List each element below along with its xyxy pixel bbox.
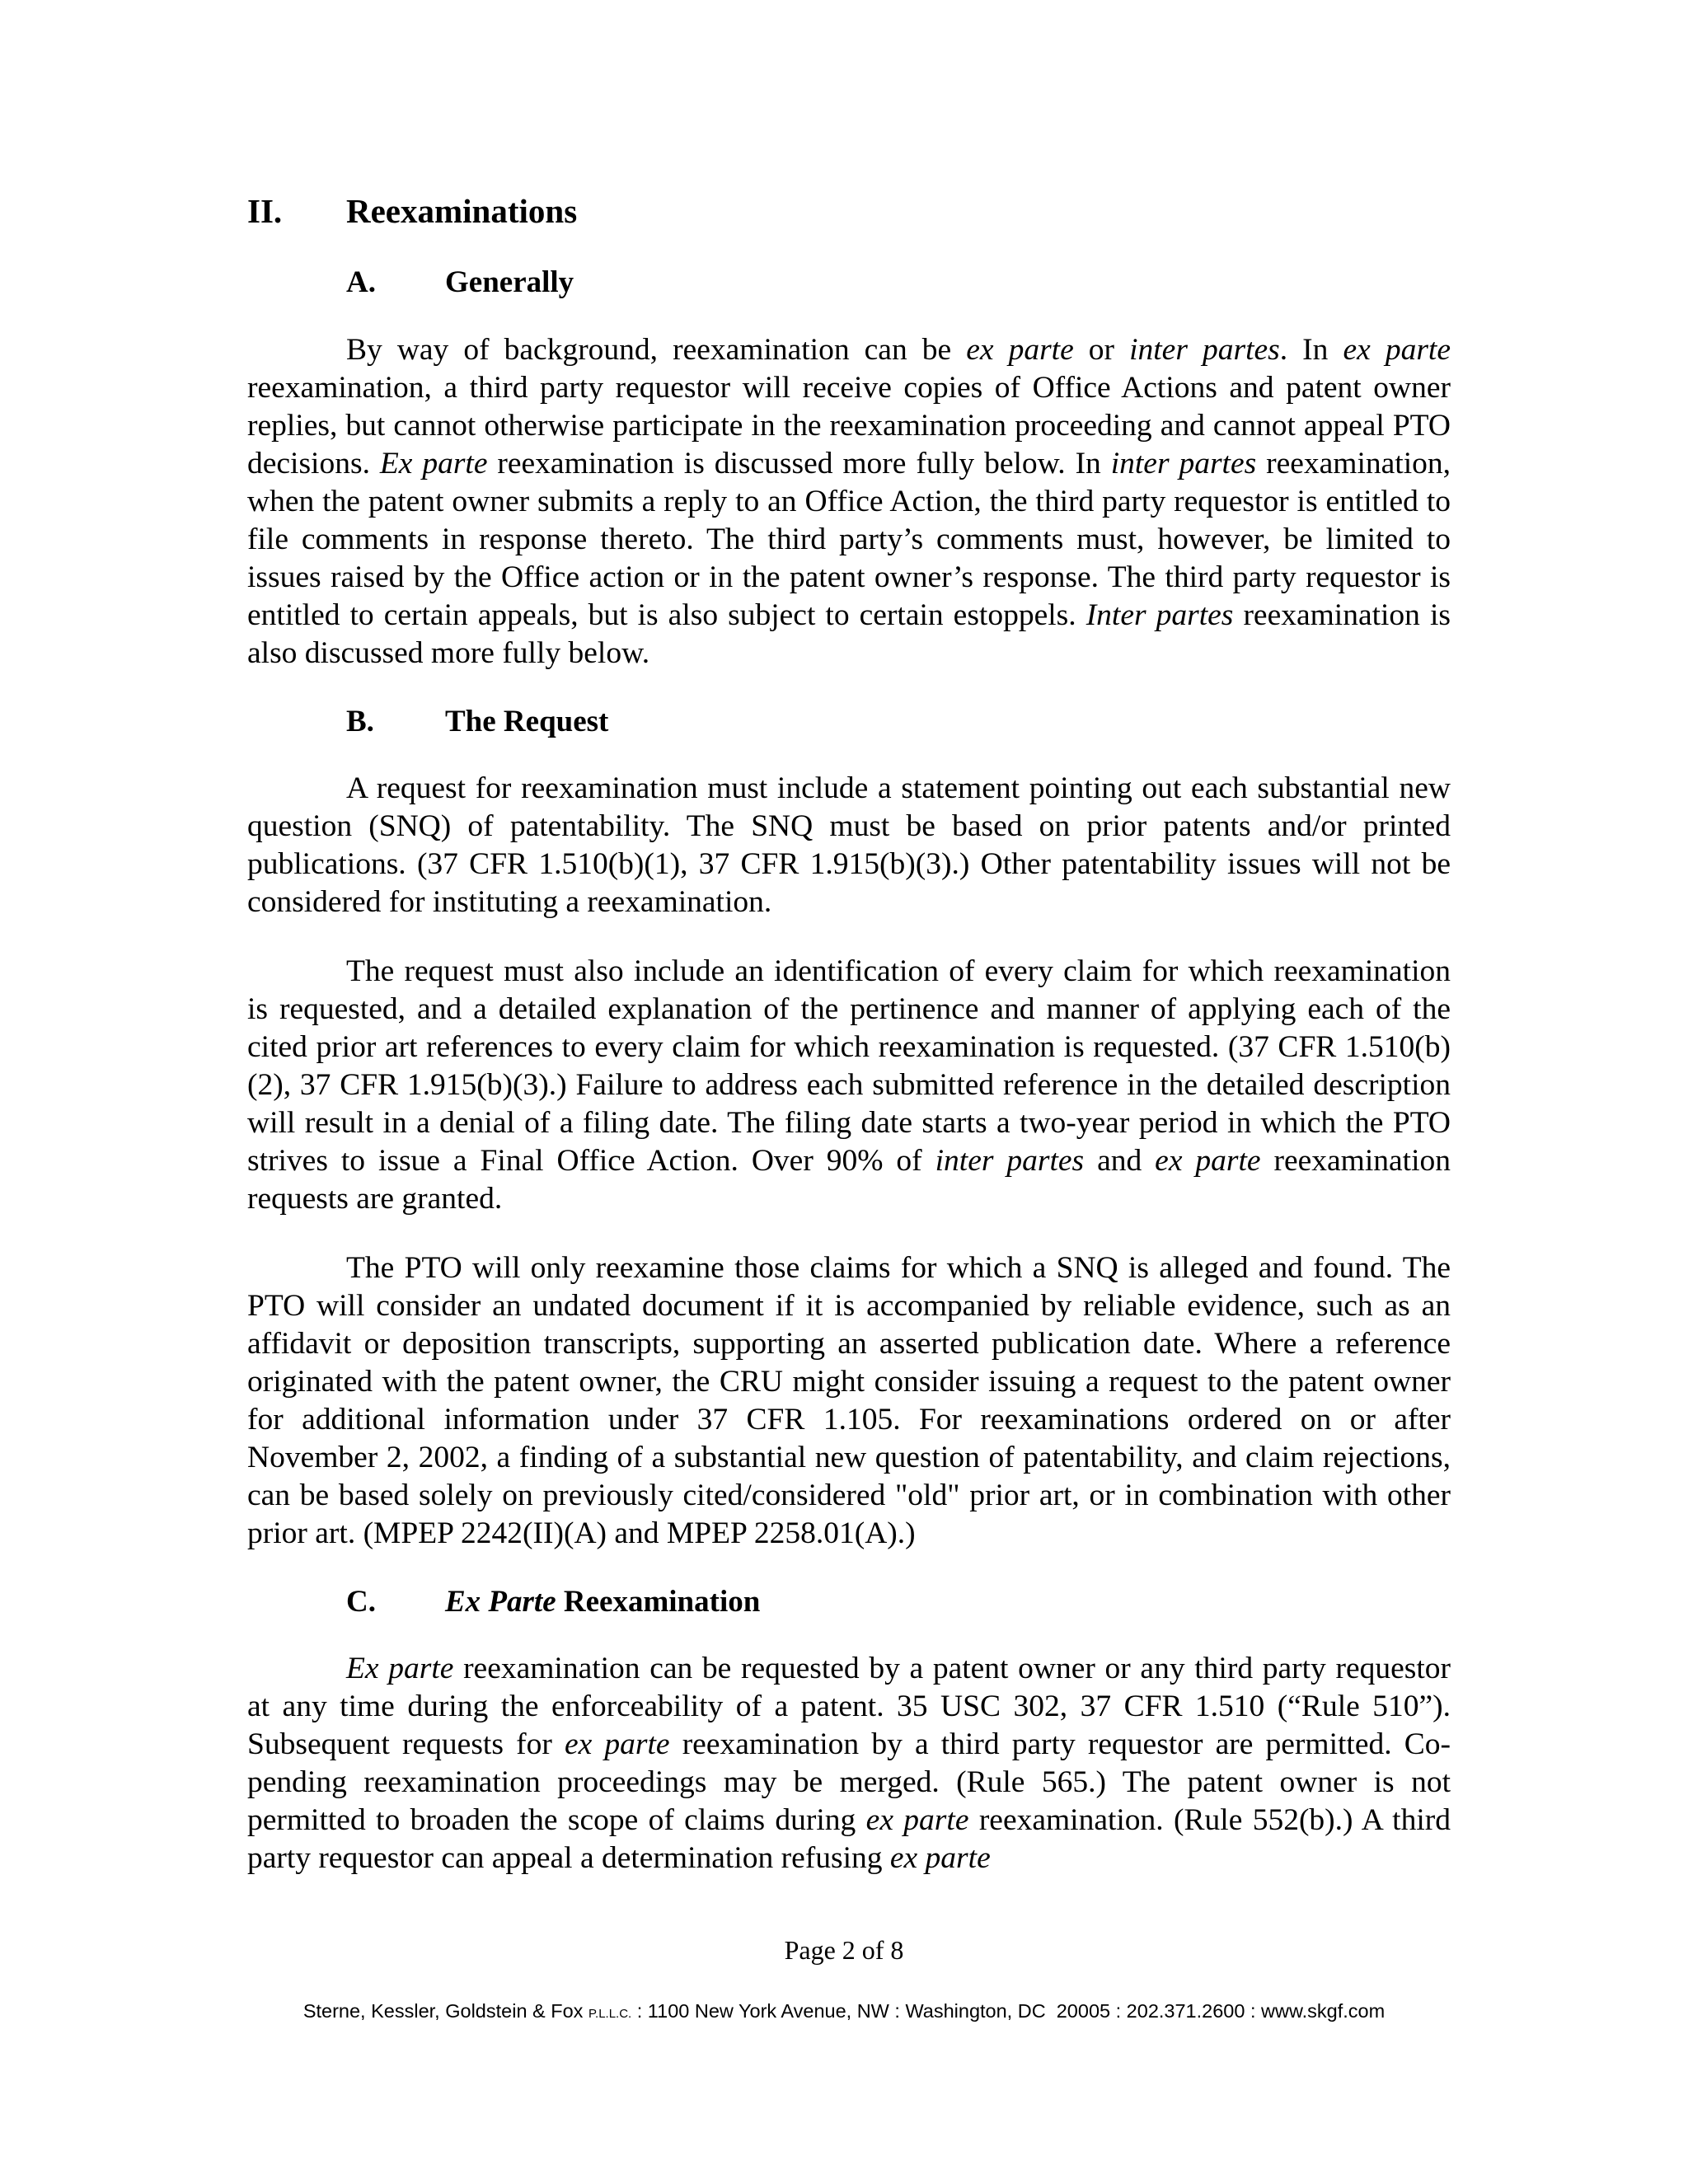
paragraph-request-1: A request for reexamination must include a statement pointing out each substantial new question (SNQ) of patentability. The SNQ must be based on prior patents and/or printed publications. (37 CFR 1.510(b)(1), 37 CFR 1.915(b)(3).) Other patentability issues will not be considered for instituting a reexamination. [247,771,1451,919]
paragraph-request-3: The PTO will only reexamine those claims for which a SNQ is alleged and found. The PTO will consider an undated document if it is accompanied by reliable evidence, such as an affidavit or deposition transcripts, supporting an asserted publication date. Where a reference originated with the patent owner, the CRU might consider issuing a request to the patent owner for additional information under 37 CFR 1.105. For reexaminations ordered on or after November 2, 2002, a finding of a substantial new question of patentability, and claim rejections, can be based solely on previously cited/considered "old" prior art, or in combination with other prior art. (MPEP 2242(II)(A) and MPEP 2258.01(A).) [247,1250,1451,1550]
subsection-heading-ex-parte [346,1584,1451,1620]
subsection-number: A. [346,265,376,300]
subsection-title: Generally [445,265,574,300]
paragraph-request-2: The request must also include an identification of every claim for which reexamination is requested, and a detailed explanation of the pertinence and manner of applying each of the cited prior art references to every claim for which reexamination is requested. (37 CFR 1.510(b)(2), 37 CFR 1.915(b)(3).) Failure to address each submitted reference in the detailed description will result in a denial of a filing date. The filing date starts a two-year period in which the PTO strives to issue a Final Office Action. Over 90% of inter partes and ex parte reexamination requests are granted. [247,954,1451,1216]
subsection-number: B. [346,704,374,738]
subsection-number: C. [346,1584,376,1619]
section-number: II. [247,192,283,230]
subsection-title: The Request [445,704,609,738]
firm-address: : 1100 New York Avenue, NW : Washington, DC 20005 : 202.371.2600 : www.skgf.com [631,2000,1386,2022]
firm-footer [0,2000,1688,2022]
firm-suffix: P.L.L.C. [588,2007,632,2021]
subsection-title: Ex Parte Reexamination [445,1584,761,1619]
subsection-heading-request [346,704,1451,740]
paragraph-generally: By way of background, reexamination can be ex parte or inter partes. In ex parte reexamination, a third party requestor will receive copies of Office Actions and patent owner replies, but cannot otherwise participate in the reexamination proceeding and cannot appeal PTO decisions. Ex parte reexamination is discussed more fully below. In inter partes reexamination, when the patent owner submits a reply to an Office Action, the third party requestor is entitled to file comments in response thereto. The third party’s comments must, however, be limited to issues raised by the Office action or in the patent owner’s response. The third party requestor is entitled to certain appeals, but is also subject to certain estoppels. Inter partes reexamination is also discussed more fully below. [247,332,1451,670]
subsection-heading-generally [346,265,1451,301]
page-number: Page 2 of 8 [784,1935,904,1965]
paragraph-ex-parte: Ex parte reexamination can be requested by a patent owner or any third party requestor at any time during the enforceability of a patent. 35 USC 302, 37 CFR 1.510 (“Rule 510”). Subsequent requests for ex parte reexamination by a third party requestor are permitted. Co-pending reexamination proceedings may be merged. (Rule 565.) The patent owner is not permitted to broaden the scope of claims during ex parte reexamination. (Rule 552(b).) A third party requestor can appeal a determination refusing ex parte [247,1652,1451,1876]
section-title: Reexaminations [346,192,578,230]
firm-name: Sterne, Kessler, Goldstein & Fox [302,2000,584,2022]
page-body [247,191,1451,1909]
section-heading [247,191,1451,232]
